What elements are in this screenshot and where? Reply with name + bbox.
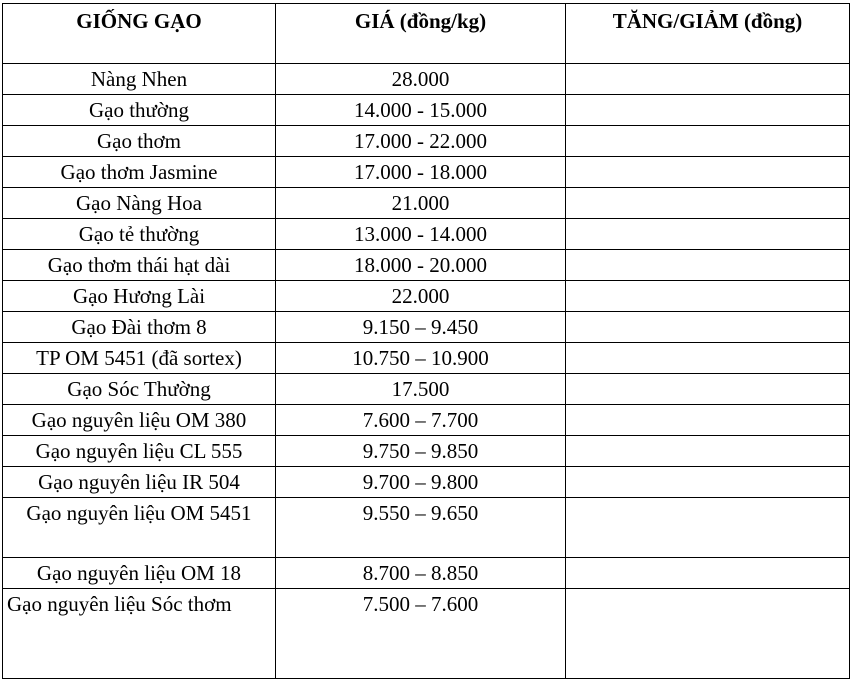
price-cell: 14.000 - 15.000 [276, 95, 566, 126]
table-row [3, 126, 850, 157]
price-cell: 13.000 - 14.000 [276, 219, 566, 250]
price-cell: 10.750 – 10.900 [276, 343, 566, 374]
price-cell: 9.550 – 9.650 [276, 498, 566, 558]
variety-cell: Nàng Nhen [3, 64, 276, 95]
change-cell [566, 312, 850, 343]
change-cell [566, 558, 850, 589]
variety-cell: TP OM 5451 (đã sortex) [3, 343, 276, 374]
table-row [3, 467, 850, 498]
table-row [3, 436, 850, 467]
change-cell [566, 126, 850, 157]
table-row [3, 312, 850, 343]
header-row [3, 4, 850, 64]
rice-price-table [2, 3, 850, 679]
variety-cell: Gạo thường [3, 95, 276, 126]
variety-cell: Gạo Hương Lài [3, 281, 276, 312]
table-row [3, 64, 850, 95]
change-cell [566, 250, 850, 281]
change-cell [566, 281, 850, 312]
price-cell: 9.750 – 9.850 [276, 436, 566, 467]
price-cell: 17.500 [276, 374, 566, 405]
table-row [3, 374, 850, 405]
table-row [3, 405, 850, 436]
price-cell: 7.500 – 7.600 [276, 589, 566, 679]
variety-cell: Gạo Nàng Hoa [3, 188, 276, 219]
change-cell [566, 64, 850, 95]
price-cell: 7.600 – 7.700 [276, 405, 566, 436]
price-cell: 18.000 - 20.000 [276, 250, 566, 281]
change-cell [566, 219, 850, 250]
variety-cell: Gạo nguyên liệu Sóc thơm [3, 589, 276, 679]
variety-cell: Gạo thơm thái hạt dài [3, 250, 276, 281]
variety-cell: Gạo nguyên liệu OM 380 [3, 405, 276, 436]
price-cell: 17.000 - 22.000 [276, 126, 566, 157]
table-row [3, 157, 850, 188]
change-cell [566, 95, 850, 126]
table-row [3, 498, 850, 558]
price-cell: 17.000 - 18.000 [276, 157, 566, 188]
table-row [3, 343, 850, 374]
price-cell: 9.700 – 9.800 [276, 467, 566, 498]
price-cell: 9.150 – 9.450 [276, 312, 566, 343]
change-cell [566, 436, 850, 467]
header-change: TĂNG/GIẢM (đồng) [566, 4, 850, 64]
variety-cell: Gạo nguyên liệu OM 18 [3, 558, 276, 589]
variety-cell: Gạo Sóc Thường [3, 374, 276, 405]
variety-cell: Gạo nguyên liệu OM 5451 [3, 498, 276, 558]
variety-cell: Gạo nguyên liệu CL 555 [3, 436, 276, 467]
change-cell [566, 589, 850, 679]
price-cell: 28.000 [276, 64, 566, 95]
table-row [3, 558, 850, 589]
table-row [3, 95, 850, 126]
change-cell [566, 498, 850, 558]
variety-cell: Gạo Đài thơm 8 [3, 312, 276, 343]
change-cell [566, 188, 850, 219]
variety-cell: Gạo tẻ thường [3, 219, 276, 250]
variety-cell: Gạo nguyên liệu IR 504 [3, 467, 276, 498]
header-price: GIÁ (đồng/kg) [276, 4, 566, 64]
table-row [3, 188, 850, 219]
change-cell [566, 405, 850, 436]
variety-cell: Gạo thơm Jasmine [3, 157, 276, 188]
change-cell [566, 374, 850, 405]
table-row [3, 250, 850, 281]
change-cell [566, 343, 850, 374]
header-variety: GIỐNG GẠO [3, 4, 276, 64]
table-row [3, 219, 850, 250]
change-cell [566, 467, 850, 498]
table-row [3, 281, 850, 312]
price-cell: 22.000 [276, 281, 566, 312]
price-cell: 8.700 – 8.850 [276, 558, 566, 589]
change-cell [566, 157, 850, 188]
table-row [3, 589, 850, 679]
price-cell: 21.000 [276, 188, 566, 219]
variety-cell: Gạo thơm [3, 126, 276, 157]
